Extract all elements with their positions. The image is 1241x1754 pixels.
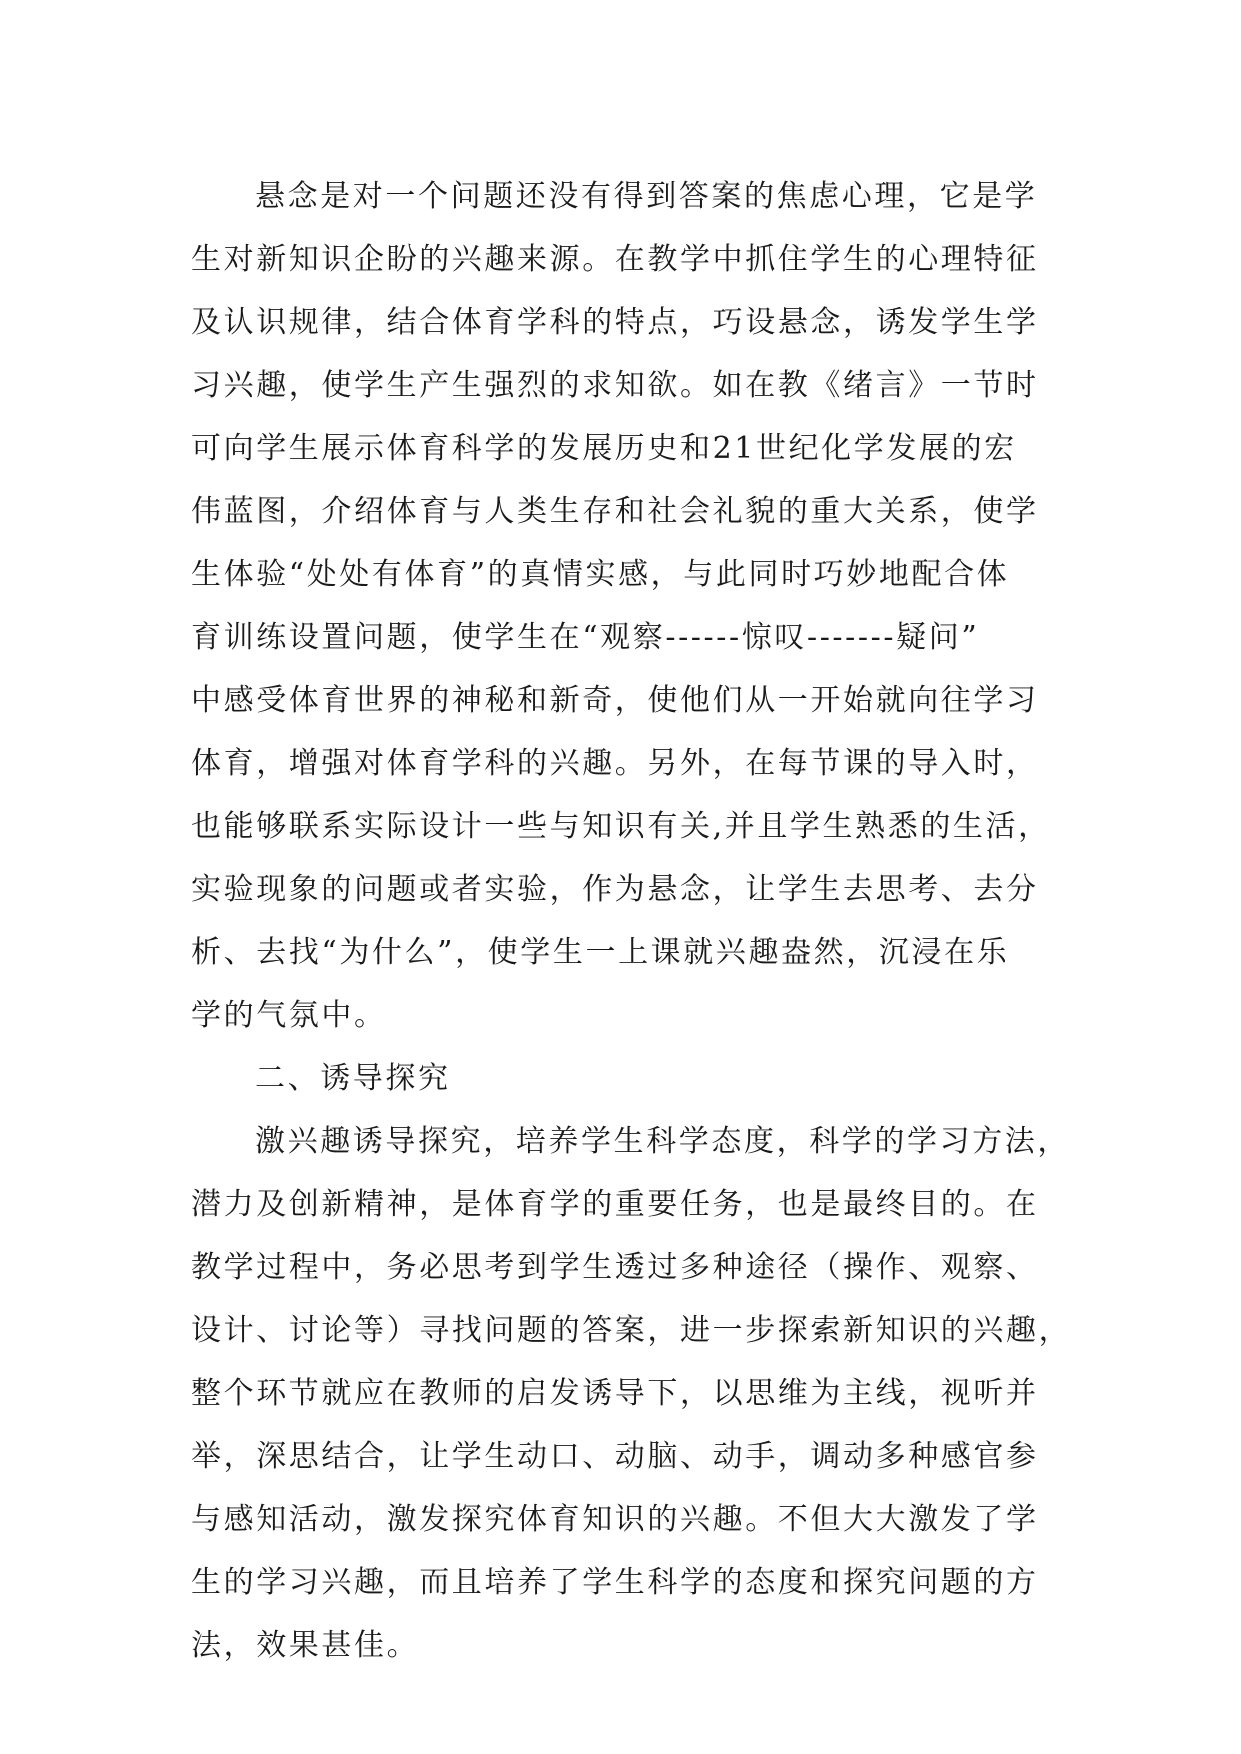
text-line: 设计、讨论等）寻找问题的答案，进一步探索新知识的兴趣， [191, 1313, 1072, 1348]
text-line: 可向学生展示体育科学的发展历史和21世纪化学发展的宏 [191, 431, 1017, 466]
text-line: 伟蓝图，介绍体育与人类生存和社会礼貌的重大关系，使学 [191, 494, 1039, 529]
text-line: 育训练设置问题，使学生在“观察------惊叹-------疑问” [191, 620, 980, 655]
text-line: 中感受体育世界的神秘和新奇，使他们从一开始就向往学习 [191, 683, 1039, 718]
text-line: 生的学习兴趣，而且培养了学生科学的态度和探究问题的方 [191, 1565, 1039, 1600]
text-line: 二、诱导探究 [255, 1061, 451, 1096]
text-line: 生对新知识企盼的兴趣来源。在教学中抓住学生的心理特征 [191, 242, 1039, 277]
text-line: 潜力及创新精神，是体育学的重要任务，也是最终目的。在 [191, 1187, 1039, 1222]
text-line: 习兴趣，使学生产生强烈的求知欲。如在教《绪言》一节时 [191, 368, 1039, 403]
text-line: 实验现象的问题或者实验，作为悬念，让学生去思考、去分 [191, 872, 1039, 907]
text-line: 举，深思结合，让学生动口、动脑、动手，调动多种感官参 [191, 1439, 1039, 1474]
text-line: 学的气氛中。 [191, 998, 387, 1033]
document-body [191, 165, 1071, 1677]
text-line: 教学过程中，务必思考到学生透过多种途径（操作、观察、 [191, 1250, 1039, 1285]
text-line: 激兴趣诱导探究，培养学生科学态度，科学的学习方法， [255, 1124, 1070, 1159]
text-line: 体育，增强对体育学科的兴趣。另外，在每节课的导入时， [191, 746, 1039, 781]
text-line: 生体验“处处有体育”的真情实感，与此同时巧妙地配合体 [191, 557, 1010, 592]
text-line: 法，效果甚佳。 [191, 1628, 420, 1663]
text-line: 也能够联系实际设计一些与知识有关,并且学生熟悉的生活， [191, 809, 1051, 844]
text-line: 悬念是对一个问题还没有得到答案的焦虑心理，它是学 [255, 179, 1038, 214]
text-line: 整个环节就应在教师的启发诱导下，以思维为主线，视听并 [191, 1376, 1039, 1411]
text-line: 析、去找“为什么”，使学生一上课就兴趣盎然，沉浸在乐 [191, 935, 1010, 970]
text-line: 与感知活动，激发探究体育知识的兴趣。不但大大激发了学 [191, 1502, 1039, 1537]
text-line: 及认识规律，结合体育学科的特点，巧设悬念，诱发学生学 [191, 305, 1039, 340]
